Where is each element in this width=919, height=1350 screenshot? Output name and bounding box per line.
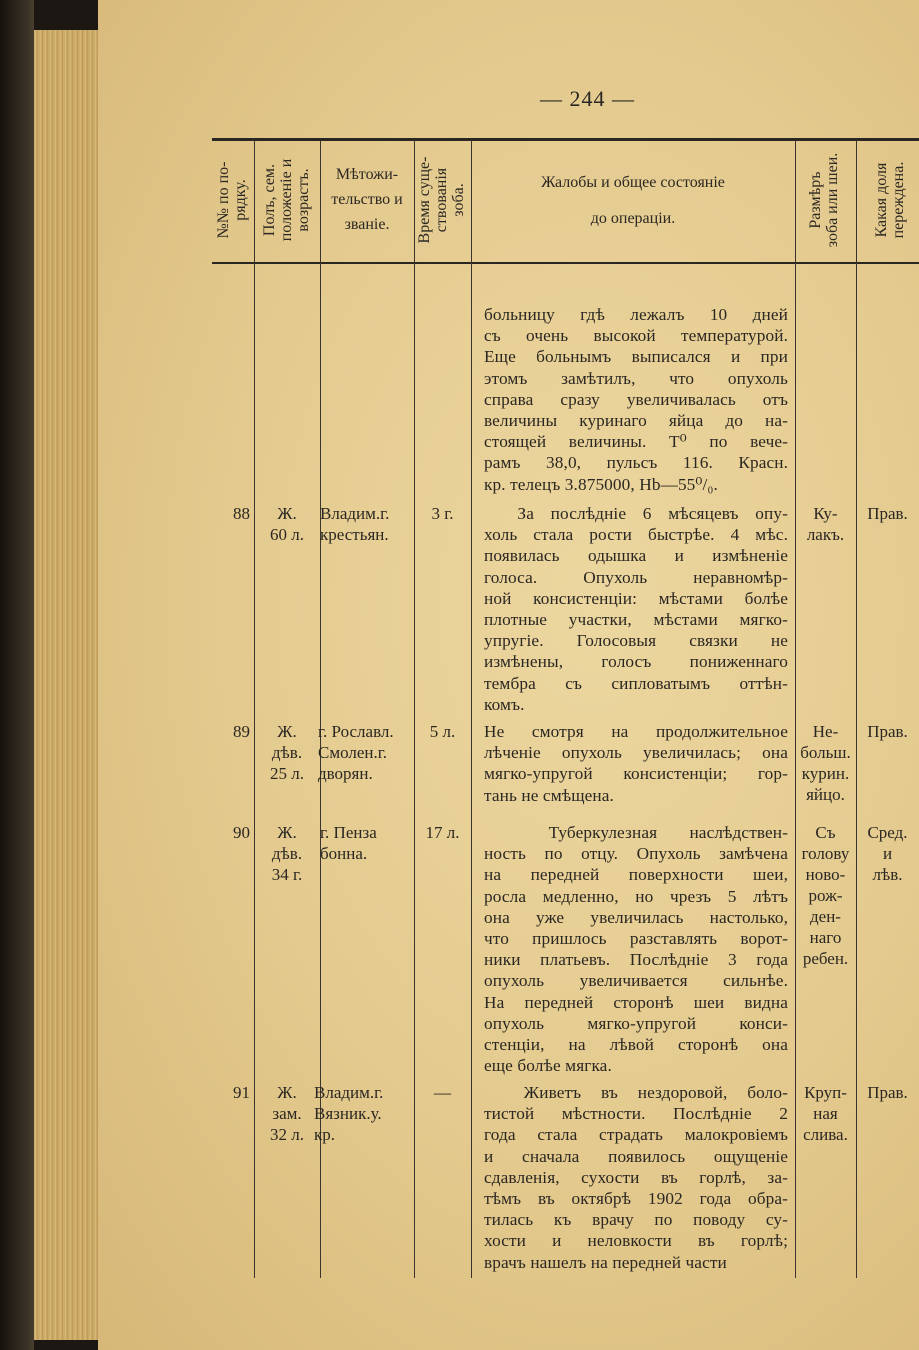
header-bottom-rule	[212, 262, 919, 264]
continuation-text	[484, 304, 788, 495]
complaints-line: измѣнены, голосъ пониженнаго	[484, 652, 788, 672]
complaints-line: холь стала рости быстрѣе. 4 мѣс.	[484, 525, 788, 545]
row-91-size: Круп- ная слива.	[803, 1083, 848, 1144]
continuation-line: съ очень высокой температурой.	[484, 326, 788, 346]
row-90-lobe: Сред. и лѣв.	[867, 823, 908, 884]
complaints-line: тембра съ сипловатымъ оттѣн-	[484, 673, 788, 693]
header-complaints-line1: Жалобы и общее состояніе	[541, 174, 725, 191]
complaints-line: опухоль мягко-упругой конси-	[484, 1013, 788, 1033]
row-91-sex-age: Ж. зам. 32 л.	[270, 1083, 304, 1144]
complaints-line: опухоль увеличивается сильнѣе.	[484, 971, 788, 991]
complaints-line: лѣченіе опухоль увеличилась; она	[484, 743, 788, 763]
header-col-residence	[320, 140, 414, 260]
complaints-line: комъ.	[484, 694, 525, 714]
row-90-residence: г. Пенза бонна.	[320, 823, 377, 863]
row-91-residence: Владим.г. Вязник.у. кр.	[314, 1083, 384, 1144]
continuation-line: кр. телецъ 3.875000, Hb—55⁰/₀.	[484, 474, 718, 494]
complaints-line: ники платьевъ. Послѣдніе 3 года	[484, 950, 788, 970]
complaints-line: хости и неловкости въ горлѣ;	[484, 1231, 788, 1251]
complaints-line: голоса. Опухоль неравномѣр-	[484, 567, 788, 587]
complaints-line: Не смотря на продолжительное	[484, 722, 788, 741]
row-91-complaints	[484, 1082, 788, 1273]
complaints-line: тистой мѣстности. Послѣдніе 2	[484, 1104, 788, 1124]
complaints-line: и сначала появилось ощущеніе	[484, 1146, 788, 1166]
row-90-complaints	[484, 822, 788, 1076]
complaints-line: стенціи, на лѣвой сторонѣ она	[484, 1035, 788, 1055]
row-89-duration: 5 л.	[429, 722, 456, 741]
row-91-lobe: Прав.	[867, 1083, 908, 1102]
continuation-line: этомъ замѣтилъ, что опухоль	[484, 368, 788, 388]
header-col-sex-age	[254, 140, 320, 260]
row-90-number: 90	[233, 823, 250, 842]
complaints-line: ной консистенціи: мѣстами болѣе	[484, 588, 788, 608]
complaints-line: Туберкулезная наслѣдствен-	[484, 823, 788, 842]
header-col-lobe	[856, 140, 919, 260]
continuation-line: рамъ 38,0, пульсъ 116. Красн.	[484, 453, 788, 473]
complaints-line: тань не смѣщена.	[484, 785, 614, 805]
page-number: — 244 —	[540, 86, 635, 111]
complaints-line: ность по отцу. Опухоль замѣчена	[484, 844, 788, 864]
complaints-line: на передней поверхности шеи,	[484, 865, 788, 885]
row-90-size: Съ голову ново- рож- ден- наго ребен.	[801, 823, 850, 968]
complaints-line: Живетъ въ нездоровой, боло-	[484, 1083, 788, 1102]
header-size-text: Размѣръ зоба или шеи.	[807, 152, 841, 248]
complaints-line: сдавленія, сухости въ горлѣ, за-	[484, 1167, 788, 1187]
header-duration-text: Время суще- ствованія зоба.	[416, 156, 467, 244]
row-88-residence: Владим.г. крестьян.	[320, 504, 390, 544]
complaints-line: она уже увеличилась настолько,	[484, 907, 788, 927]
complaints-line: На передней сторонѣ шеи видна	[484, 992, 788, 1012]
continuation-line: стоящей величины. T⁰ по вече-	[484, 432, 788, 452]
header-complaints-line2: до операціи.	[590, 210, 676, 227]
row-88-size: Ку- лакъ.	[806, 504, 845, 544]
row-88-lobe: Прав.	[867, 504, 908, 523]
header-lobe-text: Какая доля переждена.	[873, 161, 907, 239]
row-89-size: Не- больш. курин. яйцо.	[800, 722, 851, 804]
row-88-number: 88	[233, 504, 250, 523]
complaints-line: что пришлось разставлять ворот-	[484, 929, 788, 949]
book-spine	[0, 0, 34, 1350]
header-col-duration	[414, 140, 471, 260]
column-divider	[856, 140, 857, 1278]
complaints-line: года стала страдать малокровіемъ	[484, 1125, 788, 1145]
continuation-line: больницу гдѣ лежалъ 10 дней	[484, 305, 788, 324]
header-residence-text: Мѣтожи- тельство и званіе.	[331, 166, 403, 233]
column-divider	[471, 140, 472, 1278]
header-col-number	[212, 140, 254, 260]
row-90-sex-age: Ж. дѣв. 34 г.	[271, 823, 303, 884]
row-89-sex-age: Ж. дѣв. 25 л.	[270, 722, 304, 783]
complaints-line: За послѣдніе 6 мѣсяцевъ опу-	[484, 504, 788, 523]
complaints-line: еще болѣе мягка.	[484, 1056, 612, 1076]
continuation-line: Еще больнымъ выписался и при	[484, 347, 788, 367]
continuation-line: справа сразу увеличивалась отъ	[484, 389, 788, 409]
complaints-line: мягко-упругой консистенціи; гор-	[484, 764, 788, 784]
row-89-residence: г. Рославл. Смолен.г. дворян.	[318, 722, 394, 783]
continuation-line: величины куринаго яйца до на-	[484, 411, 788, 431]
header-col-complaints	[471, 140, 795, 260]
row-89-number: 89	[233, 722, 250, 741]
complaints-line: росла медленно, но чрезъ 5 лѣтъ	[484, 886, 788, 906]
column-divider	[414, 140, 415, 1278]
row-91-number: 91	[233, 1083, 250, 1102]
row-88-sex-age: Ж. 60 л.	[270, 504, 304, 544]
complaints-line: упругіе. Голосовыя связки не	[484, 631, 788, 651]
row-91-duration: —	[434, 1083, 451, 1102]
header-col-size	[795, 140, 856, 260]
complaints-line: тилась къ врачу по поводу су-	[484, 1210, 788, 1230]
row-90-duration: 17 л.	[425, 823, 460, 842]
header-sex-age-text: Полъ, сем. положеніе и возрастъ.	[261, 158, 312, 242]
row-88-duration: 3 г.	[431, 504, 454, 523]
complaints-line: тѣмъ въ октябрѣ 1902 года обра-	[484, 1189, 788, 1209]
row-89-lobe: Прав.	[867, 722, 908, 741]
header-number-text: №№ по по- рядку.	[215, 161, 249, 239]
complaints-line: плотные участки, мѣстами мягко-	[484, 610, 788, 630]
complaints-line: появилась одышка и измѣненіе	[484, 546, 788, 566]
row-89-complaints	[484, 721, 788, 806]
complaints-line: врачъ нашелъ на передней части	[484, 1252, 727, 1272]
row-88-complaints	[484, 503, 788, 715]
